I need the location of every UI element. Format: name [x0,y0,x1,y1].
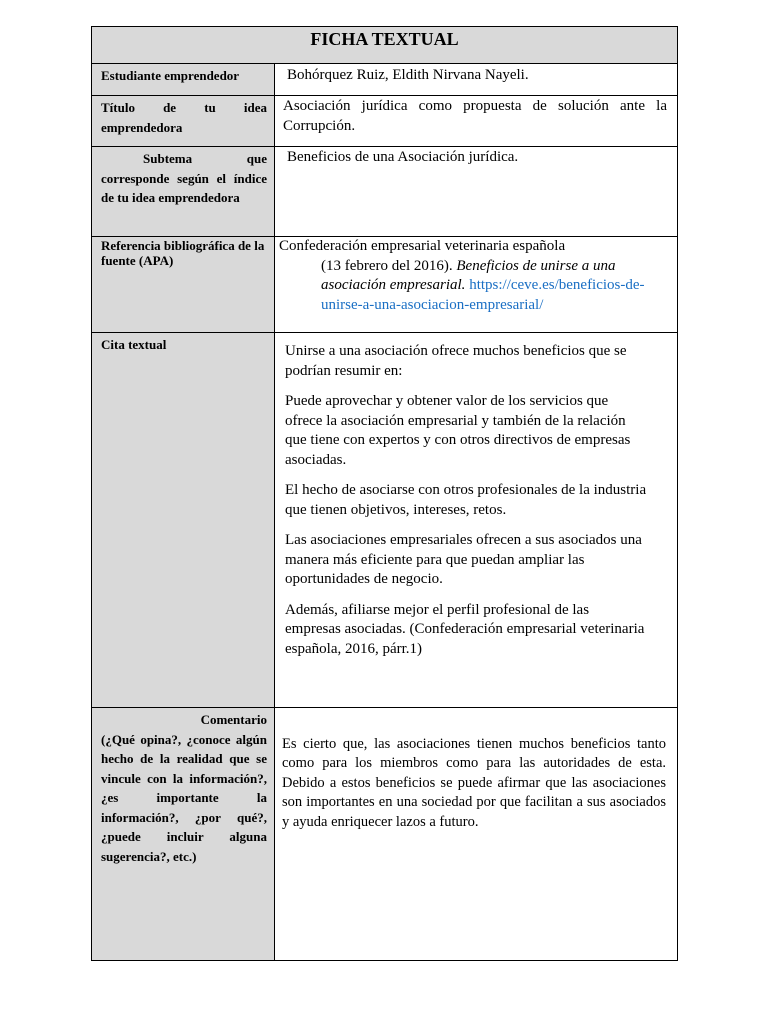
subtopic-label-text: Subtema que corresponde según el índice de tu idea emprendedora [101,151,267,205]
idea-title-value: Asociación jurídica como propuesta de solución ante la Corrupción. [275,96,678,147]
ficha-textual-table [91,26,678,961]
reference-work-title: Beneficios de unirse a una asociación empresarial. [321,257,616,293]
reference-author: Confederación empresarial veterinaria española [279,238,566,254]
comment-label-questions: (¿Qué opina?, ¿conoce algún hecho de la realidad que se vincule con la información?, ¿es importante la información?, ¿por qué?, ¿puede incluir alguna sugerencia?, etc.) [101,731,267,864]
student-value: Bohórquez Ruiz, Eldith Nirvana Nayeli. [275,64,678,96]
reference-date: (13 febrero del 2016). [321,257,453,274]
comment-label-heading: Comentario [200,712,267,727]
student-label: Estudiante emprendedor [92,64,275,96]
quote-paragraph: Además, afiliarse mejor el perfil profesional de las empresas asociadas. (Confederación empresarial veterinaria española, 2016, párr.1) [285,601,645,657]
quote-paragraph: Puede aprovechar y obtener valor de los servicios que ofrece la asociación empresarial y también de la relación que tiene con expertos y con otros directivos de empresas asociadas. [285,393,631,468]
reference-label: Referencia bibliográfica de la fuente (APA) [92,237,275,333]
reference-value [275,237,678,333]
quote-label: Cita textual [92,333,275,708]
quote-value [275,333,678,708]
document-title: FICHA TEXTUAL [92,27,678,64]
comment-value: Es cierto que, las asociaciones tienen muchos beneficios tanto como para los miembros como para las autoridades de esta. Debido a estos beneficios se puede afirmar que las asociaciones son importantes en una sociedad por que facilitan a sus asociados y ayuda enriquecer lazos a futuro. [275,708,678,961]
quote-paragraph: El hecho de asociarse con otros profesionales de la industria que tienen objetivos, intereses, retos. [285,482,647,518]
reference-details [279,257,667,316]
subtopic-label [92,147,275,237]
comment-label [92,708,275,961]
quote-paragraph: Unirse a una asociación ofrece muchos beneficios que se podrían resumir en: [285,343,627,379]
reference-url-link[interactable]: https://ceve.es/beneficios-de-unirse-a-una-asociacion-empresarial/ [321,277,645,313]
subtopic-value: Beneficios de una Asociación jurídica. [275,147,678,237]
quote-paragraph: Las asociaciones empresariales ofrecen a sus asociados una manera más eficiente para que puedan ampliar las oportunidades de negocio. [285,532,642,587]
idea-title-label: Título de tu idea emprendedora [92,96,275,147]
